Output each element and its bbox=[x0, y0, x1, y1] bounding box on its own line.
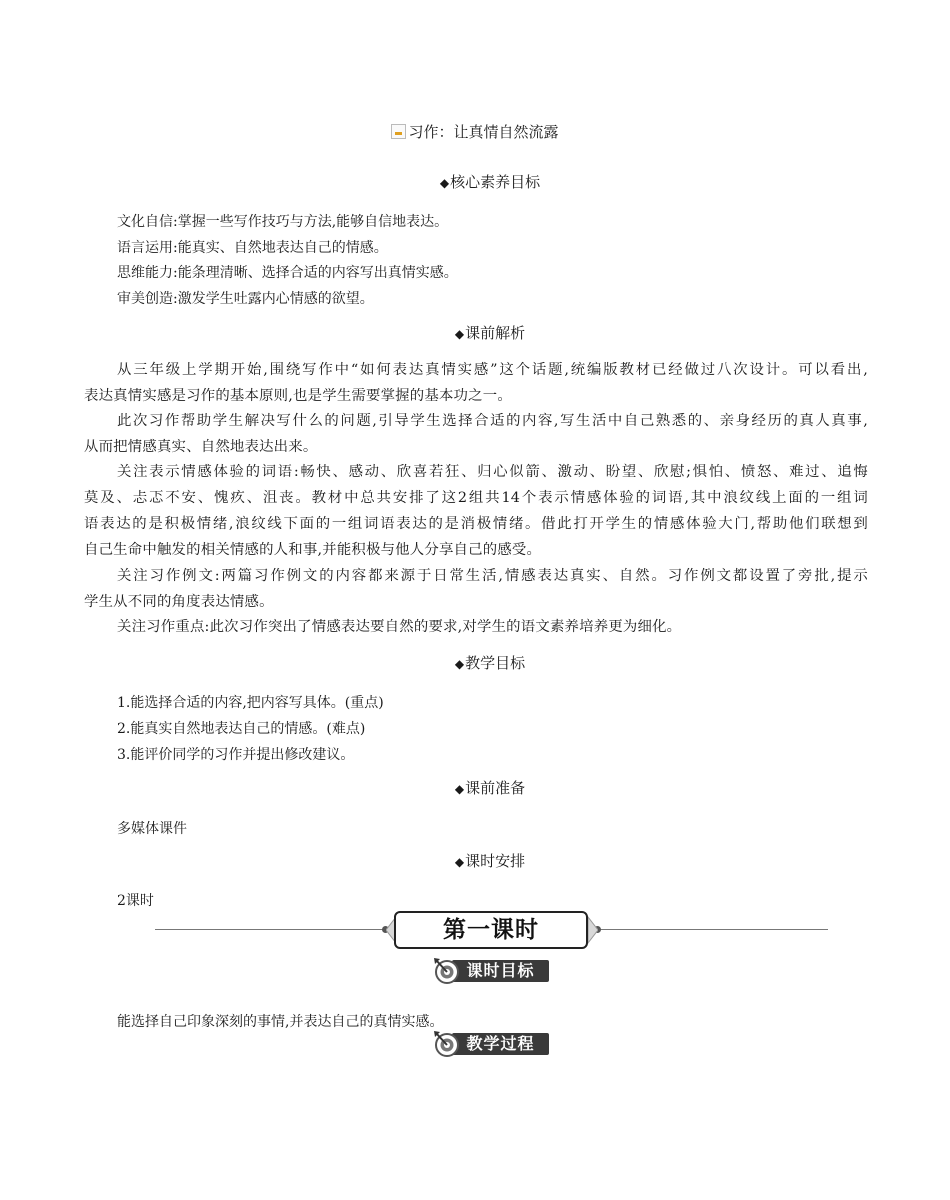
analysis-paragraph: 关注习作重点:此次习作突出了情感表达要自然的要求,对学生的语文素养培养更为细化。 bbox=[117, 619, 682, 635]
goal-line: 1.能选择合适的内容,把内容写具体。(重点) bbox=[117, 695, 384, 711]
process-badge-label: 教学过程 bbox=[452, 1033, 549, 1055]
target-icon bbox=[434, 958, 460, 984]
core-line: 思维能力:能条理清晰、选择合适的内容写出真情实感。 bbox=[117, 265, 458, 281]
title-text: 习作：让真情自然流露 bbox=[408, 123, 559, 141]
section-heading-schedule: ◆课时安排 bbox=[454, 852, 526, 870]
objectives-badge bbox=[434, 959, 549, 983]
objective-text: 能选择自己印象深刻的事情,并表达自己的真情实感。 bbox=[117, 1014, 444, 1030]
diamond-icon: ◆ bbox=[439, 176, 450, 190]
diamond-icon: ◆ bbox=[454, 855, 465, 869]
document-title bbox=[0, 121, 950, 142]
section-heading-analysis: ◆课前解析 bbox=[454, 324, 526, 342]
divider-line-right bbox=[598, 929, 828, 930]
core-line: 审美创造:激发学生吐露内心情感的欲望。 bbox=[117, 291, 374, 307]
process-badge bbox=[434, 1032, 549, 1056]
section-heading-prep: ◆课前准备 bbox=[454, 779, 526, 797]
lesson-title-banner: 第一课时 bbox=[394, 911, 588, 949]
core-line: 语言运用:能真实、自然地表达自己的情感。 bbox=[117, 240, 388, 256]
section-heading-core: ◆核心素养目标 bbox=[439, 173, 541, 191]
image-placeholder-icon bbox=[391, 124, 406, 139]
analysis-paragraph: 关注表示情感体验的词语:畅快、感动、欣喜若狂、归心似箭、激动、盼望、欣慰;惧怕、愤怒、难过、追悔 莫及、忐忑不安、愧疚、沮丧。教材中总共安排了这2组共14个表示情感体验的词语,其中浪纹线上面的一组词 语表达的是积极情绪,浪纹线下面的一组词语表达的是消极情绪。借此打开学生的情感体验大门,帮助他们联想到 自己生命中触发的相关情感的人和事,并能积极与他人分享自己的感受。 bbox=[84, 464, 868, 558]
diamond-icon: ◆ bbox=[454, 782, 465, 796]
core-line: 文化自信:掌握一些写作技巧与方法,能够自信地表达。 bbox=[117, 214, 449, 230]
prep-text: 多媒体课件 bbox=[117, 821, 187, 837]
goal-line: 2.能真实自然地表达自己的情感。(难点) bbox=[117, 721, 366, 737]
target-icon bbox=[434, 1031, 460, 1057]
section-heading-goals: ◆教学目标 bbox=[454, 654, 526, 672]
analysis-paragraph: 从三年级上学期开始,围绕写作中“如何表达真情实感”这个话题,统编版教材已经做过八次设计。可以看出, 表达真情实感是习作的基本原则,也是学生需要掌握的基本功之一。 bbox=[84, 362, 868, 404]
analysis-paragraph: 此次习作帮助学生解决写什么的问题,引导学生选择合适的内容,写生活中自己熟悉的、亲身经历的真人真事, 从而把情感真实、自然地表达出来。 bbox=[84, 413, 868, 455]
schedule-text: 2课时 bbox=[117, 893, 154, 909]
analysis-paragraph: 关注习作例文:两篇习作例文的内容都来源于日常生活,情感表达真实、自然。习作例文都设置了旁批,提示 学生从不同的角度表达情感。 bbox=[84, 568, 868, 610]
goal-line: 3.能评价同学的习作并提出修改建议。 bbox=[117, 747, 355, 763]
diamond-icon: ◆ bbox=[454, 327, 465, 341]
divider-line-left bbox=[155, 929, 385, 930]
objectives-badge-label: 课时目标 bbox=[452, 960, 549, 982]
diamond-icon: ◆ bbox=[454, 657, 465, 671]
